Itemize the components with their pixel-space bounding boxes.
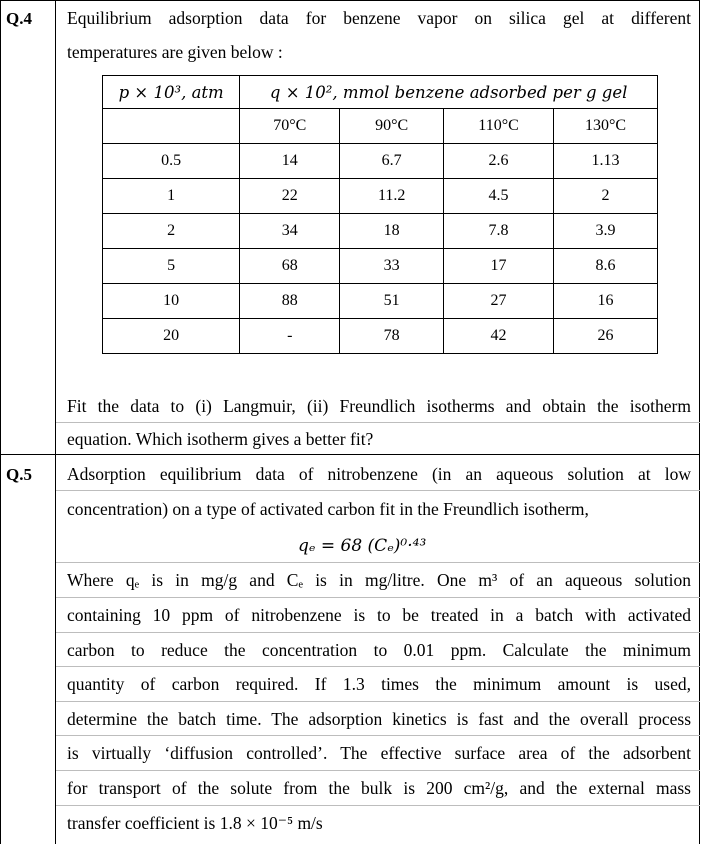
question-number-q4: Q.4 — [6, 9, 32, 28]
table-cell: 16 — [553, 284, 657, 319]
q5-line-7: determine the batch time. The adsorption kinetics is fast and the overall process — [67, 709, 691, 729]
temperature-header: 70°C — [240, 109, 340, 144]
text-underline — [56, 597, 700, 598]
table-cell: 6.7 — [340, 144, 444, 179]
table-header-row — [103, 76, 658, 109]
table-cell: 27 — [444, 284, 554, 319]
table-cell: 2.6 — [444, 144, 554, 179]
q5-line-9: for transport of the solute from the bulk is 200 cm²/g, and the external mass — [67, 778, 691, 798]
text-underline — [56, 666, 700, 667]
table-cell: 7.8 — [444, 214, 554, 249]
table-row — [103, 144, 658, 179]
question-divider — [0, 454, 700, 455]
table-cell: 8.6 — [553, 249, 657, 284]
table-cell: 17 — [444, 249, 554, 284]
table-cell: 51 — [340, 284, 444, 319]
text-underline — [56, 701, 700, 702]
left-border — [0, 0, 1, 844]
table-cell: 88 — [240, 284, 340, 319]
table-cell: 22 — [240, 179, 340, 214]
q4-fit-line-1: Fit the data to (i) Langmuir, (ii) Freundlich isotherms and obtain the isotherm — [67, 396, 691, 416]
table-cell: - — [240, 319, 340, 354]
q5-line-1: Adsorption equilibrium data of nitrobenzene (in an aqueous solution at low — [67, 464, 691, 484]
table-cell: 5 — [103, 249, 240, 284]
q5-line-5: carbon to reduce the concentration to 0.01 ppm. Calculate the minimum — [67, 640, 691, 660]
text-underline — [56, 632, 700, 633]
table-cell: 14 — [240, 144, 340, 179]
q5-line-3: Where qₑ is in mg/g and Cₑ is in mg/litre. One m³ of an aqueous solution — [67, 570, 691, 590]
text-underline — [56, 490, 700, 491]
pressure-column-header: p × 10³, atm — [103, 76, 240, 109]
temperature-header-row — [103, 109, 658, 144]
q4-intro-line-1: Equilibrium adsorption data for benzene vapor on silica gel at different — [67, 8, 691, 28]
freundlich-equation: qₑ = 68 (Cₑ)⁰·⁴³ — [298, 536, 427, 556]
table-cell: 11.2 — [340, 179, 444, 214]
table-cell: 2 — [553, 179, 657, 214]
table-cell: 68 — [240, 249, 340, 284]
q4-fit-line-2: equation. Which isotherm gives a better fit? — [67, 429, 374, 449]
table-cell: 2 — [103, 214, 240, 249]
table-cell: 0.5 — [103, 144, 240, 179]
temperature-header: 110°C — [444, 109, 554, 144]
empty-header-cell — [103, 109, 240, 144]
table-cell: 18 — [340, 214, 444, 249]
adsorbed-amount-header: q × 10², mmol benzene adsorbed per g gel — [240, 76, 658, 109]
q5-line-10: transfer coefficient is 1.8 × 10⁻⁵ m/s — [67, 813, 323, 833]
q5-line-4: containing 10 ppm of nitrobenzene is to be treated in a batch with activated — [67, 605, 691, 625]
top-border — [0, 0, 700, 1]
temperature-header: 130°C — [553, 109, 657, 144]
q5-line-2: concentration) on a type of activated carbon fit in the Freundlich isotherm, — [67, 499, 589, 519]
table-row — [103, 249, 658, 284]
table-cell: 3.9 — [553, 214, 657, 249]
table-row — [103, 179, 658, 214]
table-cell: 42 — [444, 319, 554, 354]
text-underline — [56, 422, 700, 423]
text-underline — [56, 735, 700, 736]
question-number-q5: Q.5 — [6, 465, 32, 484]
table-cell: 78 — [340, 319, 444, 354]
text-underline — [56, 562, 700, 563]
table-cell: 1 — [103, 179, 240, 214]
table-cell: 26 — [553, 319, 657, 354]
table-cell: 33 — [340, 249, 444, 284]
q5-line-6: quantity of carbon required. If 1.3 times the minimum amount is used, — [67, 674, 691, 694]
table-cell: 1.13 — [553, 144, 657, 179]
table-row — [103, 284, 658, 319]
table-row — [103, 319, 658, 354]
temperature-header: 90°C — [340, 109, 444, 144]
table-cell: 20 — [103, 319, 240, 354]
table-cell: 10 — [103, 284, 240, 319]
text-underline — [56, 805, 700, 806]
adsorption-data-table — [102, 75, 658, 354]
text-underline — [56, 770, 700, 771]
table-cell: 4.5 — [444, 179, 554, 214]
table-cell: 34 — [240, 214, 340, 249]
q4-intro-line-2: temperatures are given below : — [67, 42, 283, 62]
table-row — [103, 214, 658, 249]
q5-line-8: is virtually ‘diffusion controlled’. The effective surface area of the adsorbent — [67, 743, 691, 763]
